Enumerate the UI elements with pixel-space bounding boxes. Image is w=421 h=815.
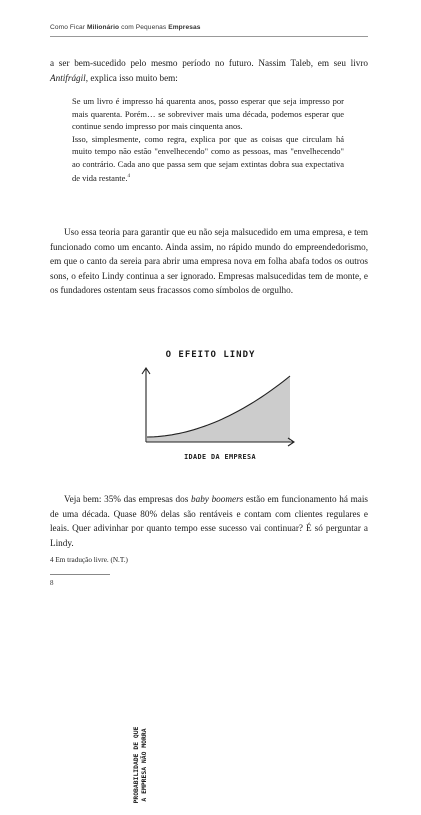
chart-area-fill <box>147 376 290 442</box>
header-bold-1: Milionário <box>87 24 120 31</box>
chart-title: O EFEITO LINDY <box>165 350 256 360</box>
book-title: Antifrágil <box>50 72 86 83</box>
paragraph-baby-boomers-text: Veja bem: 35% das empresas dos <box>64 494 191 504</box>
paragraph-baby-boomers-end: estão em funcionamento há mais de uma década. Quase 80% delas são rentáveis e contam com clientes regulares e leais. Quer adivinhar por quanto tempo esse sucesso vai continuar? É só perguntar a Lindy. <box>50 494 368 548</box>
y-axis-label-line-1: PROBABILIDADE DE QUE <box>132 726 140 804</box>
paragraph-intro-text: a ser bem-sucedido pelo mesmo período no futuro. Nassim Taleb, em seu livro <box>50 58 368 68</box>
italic-term: baby boomers <box>191 494 244 504</box>
footer-rule <box>50 574 110 575</box>
x-axis-label: IDADE DA EMPRESA <box>184 453 256 461</box>
y-axis-label <box>132 715 152 815</box>
paragraph-theory: Uso essa teoria para garantir que eu não seja malsucedido em uma empresa, e tem funcionado como um encanto. Ainda assim, no rápido mundo do empreendedorismo, em que o canto da sereia para abrir uma empresa nova em folha abafa todos os outros sons, o efeito Lindy continua a ser ignorado. Empresas malsucedidas tem de monte, e os fundadores ostentam seus fracassos como símbolos de orgulho. <box>50 227 368 296</box>
paragraph-intro-end: , explica isso muito bem: <box>85 72 178 83</box>
header-bold-2: Empresas <box>168 24 201 31</box>
header-text-1: Como Ficar <box>50 24 88 31</box>
paragraph-baby-boomers <box>50 492 368 550</box>
header-text-2: com Pequenas <box>119 24 169 31</box>
quote-paragraph-1: Se um livro é impresso há quarenta anos, posso esperar que seja impresso por mais quarenta. Porém… se sobreviver mais uma década, podemos esperar que continue sendo impresso por mais cinquenta anos. <box>72 96 344 132</box>
quote-paragraph-2-text: Isso, simplesmente, como regra, explica por que as coisas que circulam há muito tempo não estão "envelhecendo" como as pessoas, mas "envelhecendo" ao contrário. Cada ano que passa sem que sejam extintas dobra sua expectativa de vida restante. <box>72 133 344 183</box>
y-axis-label-line-2: A EMPRESA NÃO MORRA <box>140 728 148 802</box>
page-number: 8 <box>50 579 54 587</box>
footnote: 4 Em tradução livre. (N.T.) <box>50 556 128 564</box>
footnote-mark: 4 <box>127 173 130 179</box>
